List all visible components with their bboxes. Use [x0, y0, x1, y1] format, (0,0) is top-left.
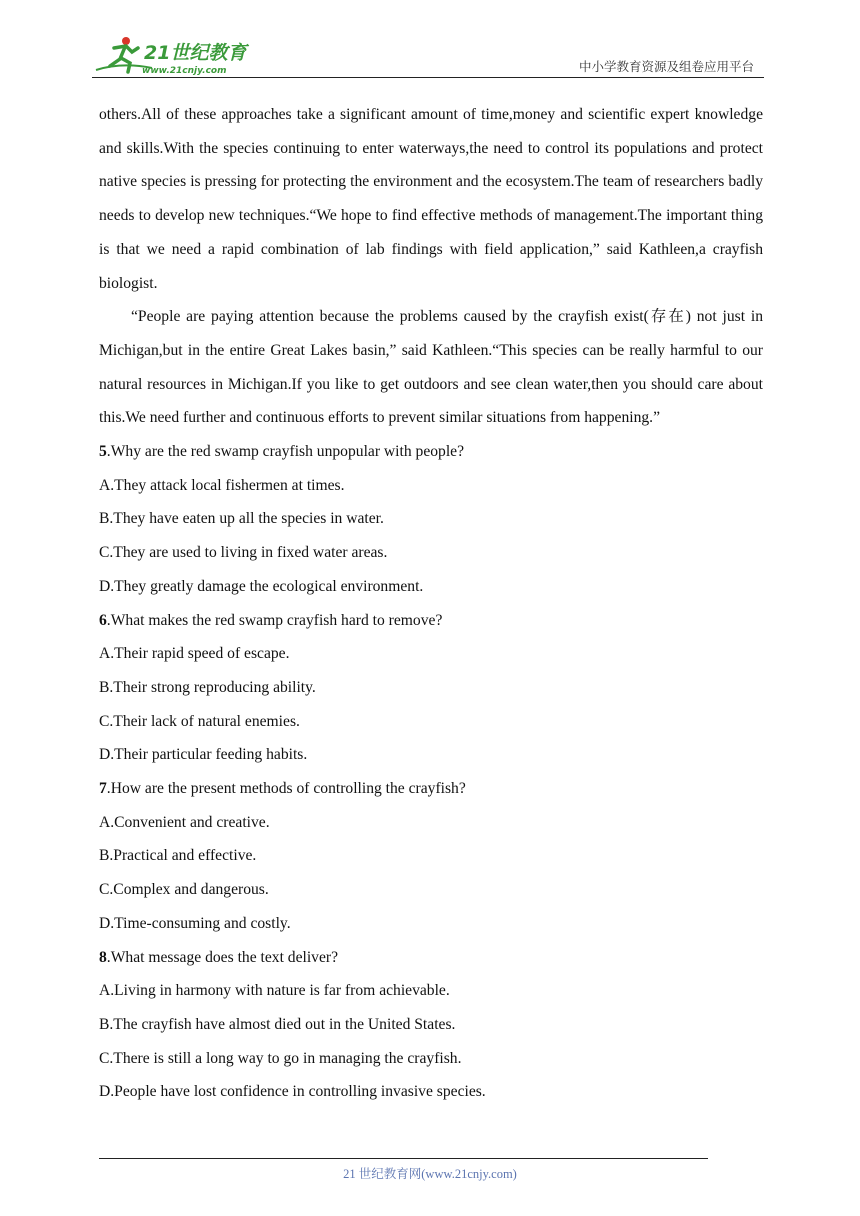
option-c: C.They are used to living in fixed water areas.	[99, 544, 388, 562]
question-7	[99, 772, 763, 941]
logo-url: www.21cnjy.com	[142, 66, 227, 76]
option-d: D.Their particular feeding habits.	[99, 746, 308, 764]
question-number: 8	[99, 948, 107, 966]
option-b: B.The crayfish have almost died out in the United States.	[99, 1015, 456, 1033]
document-body	[99, 98, 763, 1109]
option-b: B.Their strong reproducing ability.	[99, 678, 316, 696]
logo-text: 21世纪教育	[144, 42, 247, 64]
question-number: 5	[99, 443, 107, 461]
page-footer: 21 世纪教育网(www.21cnjy.com)	[343, 1167, 517, 1181]
question-text: .How are the present methods of controlling the crayfish?	[106, 780, 466, 798]
option-a: A.Living in harmony with nature is far from achievable.	[99, 982, 450, 1000]
site-logo	[92, 34, 262, 76]
option-c: C.Complex and dangerous.	[99, 881, 269, 899]
question-stem	[99, 772, 763, 806]
option-d: D.Time-consuming and costly.	[99, 914, 291, 932]
page-header	[92, 30, 764, 78]
option-a: A.Their rapid speed of escape.	[99, 645, 290, 663]
option-c: C.There is still a long way to go in managing the crayfish.	[99, 1049, 462, 1067]
footer-divider	[99, 1158, 708, 1159]
question-number: 7	[99, 780, 107, 798]
question-text: .What message does the text deliver?	[106, 948, 339, 966]
question-6	[99, 604, 763, 773]
question-text: .Why are the red swamp crayfish unpopular with people?	[106, 443, 465, 461]
option-a: A.Convenient and creative.	[99, 813, 270, 831]
question-stem	[99, 604, 763, 638]
option-b: B.They have eaten up all the species in water.	[99, 510, 384, 528]
question-stem	[99, 941, 763, 975]
option-d: D.People have lost confidence in controlling invasive species.	[99, 1083, 486, 1101]
question-5	[99, 435, 763, 604]
passage-paragraph-2: “People are paying attention because the problems caused by the crayfish exist(存在) not just in Michigan,but in the entire Great Lakes basin,” said Kathleen.“This species can be really harmful to our natural resources in Michigan.If you like to get outdoors and see clean water,then you should care about this.We need further and continuous efforts to prevent similar situations from happening.”	[99, 308, 763, 427]
option-a: A.They attack local fishermen at times.	[99, 476, 345, 494]
question-8	[99, 941, 763, 1110]
question-text: .What makes the red swamp crayfish hard to remove?	[106, 611, 443, 629]
option-b: B.Practical and effective.	[99, 847, 257, 865]
question-number: 6	[99, 611, 107, 629]
passage-paragraph-1: others.All of these approaches take a significant amount of time,money and scientific expert knowledge and skills.With the species continuing to enter waterways,the need to control its populations and protect native species is pressing for protecting the environment and the ecosystem.The team of researchers badly needs to develop new techniques.“We hope to find effective methods of management.The important thing is that we need a rapid combination of lab findings with field application,” said Kathleen,a crayfish biologist.	[99, 106, 763, 292]
platform-title: 中小学教育资源及组卷应用平台	[578, 59, 754, 74]
option-c: C.Their lack of natural enemies.	[99, 712, 300, 730]
header-divider	[92, 77, 764, 78]
question-stem	[99, 435, 763, 469]
option-d: D.They greatly damage the ecological environment.	[99, 577, 424, 595]
